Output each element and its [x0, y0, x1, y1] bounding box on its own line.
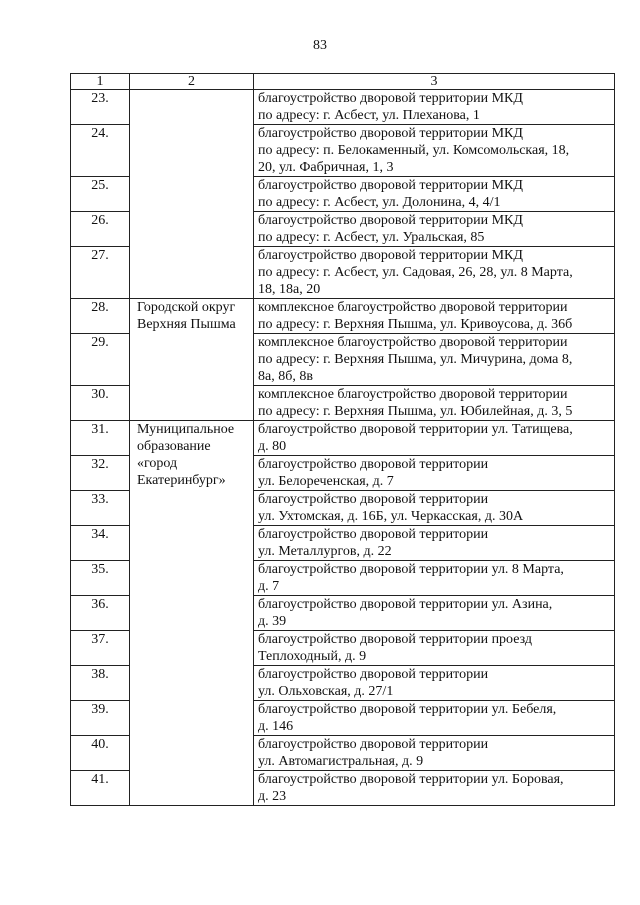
work-description [254, 561, 615, 596]
description-line: ул. Автомагистральная, д. 9 [258, 754, 424, 769]
row-number: 38. [71, 666, 130, 701]
municipality-cell: Муниципальное образование «город Екатеринбург» [130, 421, 254, 806]
description-line: благоустройство дворовой территории ул. Азина, [258, 597, 553, 612]
description-line: благоустройство дворовой территории ул. Татищева, [258, 422, 573, 437]
description-line: по адресу: г. Верхняя Пышма, ул. Мичурина, дома 8, [258, 352, 573, 367]
row-number: 30. [71, 386, 130, 421]
work-description [254, 212, 615, 247]
description-line: благоустройство дворовой территории [258, 457, 489, 472]
row-number: 35. [71, 561, 130, 596]
description-line: благоустройство дворовой территории МКД [258, 213, 523, 228]
header-col-1: 1 [71, 74, 130, 90]
table-row [71, 299, 615, 334]
row-number: 25. [71, 177, 130, 212]
work-description [254, 701, 615, 736]
description-line: благоустройство дворовой территории МКД [258, 126, 523, 141]
row-number: 39. [71, 701, 130, 736]
row-number: 23. [71, 90, 130, 125]
description-line: благоустройство дворовой территории [258, 667, 489, 682]
row-number: 31. [71, 421, 130, 456]
description-line: ул. Белореченская, д. 7 [258, 474, 394, 489]
work-description [254, 90, 615, 125]
work-description [254, 299, 615, 334]
description-line: ул. Ухтомская, д. 16Б, ул. Черкасская, д. 30А [258, 509, 524, 524]
description-line: по адресу: г. Асбест, ул. Долонина, 4, 4/1 [258, 195, 501, 210]
work-description [254, 334, 615, 386]
work-description [254, 631, 615, 666]
description-line: комплексное благоустройство дворовой территории [258, 300, 568, 315]
municipality-cell [130, 90, 254, 299]
row-number: 29. [71, 334, 130, 386]
row-number: 37. [71, 631, 130, 666]
description-line: д. 146 [258, 719, 294, 734]
description-line: благоустройство дворовой территории ул. Боровая, [258, 772, 564, 787]
description-line: по адресу: г. Асбест, ул. Плеханова, 1 [258, 108, 480, 123]
row-number: 40. [71, 736, 130, 771]
row-number: 32. [71, 456, 130, 491]
row-number: 36. [71, 596, 130, 631]
header-col-3: 3 [254, 74, 615, 90]
work-description [254, 491, 615, 526]
work-description [254, 526, 615, 561]
work-description [254, 456, 615, 491]
work-description [254, 421, 615, 456]
work-description [254, 125, 615, 177]
municipality-cell: Городской округ Верхняя Пышма [130, 299, 254, 421]
description-line: по адресу: г. Асбест, ул. Садовая, 26, 28, ул. 8 Марта, [258, 265, 573, 280]
description-line: д. 7 [258, 579, 280, 594]
row-number: 41. [71, 771, 130, 806]
description-line: д. 39 [258, 614, 287, 629]
description-line: д. 80 [258, 439, 287, 454]
description-line: благоустройство дворовой территории ул. Бебеля, [258, 702, 557, 717]
description-line: благоустройство дворовой территории [258, 737, 489, 752]
row-number: 27. [71, 247, 130, 299]
description-line: благоустройство дворовой территории проезд [258, 632, 533, 647]
work-description [254, 596, 615, 631]
row-number: 33. [71, 491, 130, 526]
work-description [254, 386, 615, 421]
table-header-row [71, 74, 615, 90]
work-description [254, 736, 615, 771]
description-line: д. 23 [258, 789, 287, 804]
description-line: ул. Ольховская, д. 27/1 [258, 684, 394, 699]
description-line: Теплоходный, д. 9 [258, 649, 367, 664]
work-description [254, 177, 615, 212]
work-description [254, 771, 615, 806]
description-line: благоустройство дворовой территории [258, 492, 489, 507]
description-line: благоустройство дворовой территории МКД [258, 91, 523, 106]
description-line: 18, 18а, 20 [258, 282, 321, 297]
work-description [254, 666, 615, 701]
description-line: благоустройство дворовой территории [258, 527, 489, 542]
row-number: 26. [71, 212, 130, 247]
page-number: 83 [313, 38, 327, 53]
description-line: комплексное благоустройство дворовой территории [258, 335, 568, 350]
row-number: 24. [71, 125, 130, 177]
description-line: 8а, 8б, 8в [258, 369, 313, 384]
description-line: 20, ул. Фабричная, 1, 3 [258, 160, 394, 175]
row-number: 34. [71, 526, 130, 561]
works-table [70, 73, 615, 806]
table-row [71, 421, 615, 456]
table-row [71, 90, 615, 125]
description-line: благоустройство дворовой территории МКД [258, 178, 523, 193]
description-line: ул. Металлургов, д. 22 [258, 544, 392, 559]
row-number: 28. [71, 299, 130, 334]
description-line: по адресу: г. Верхняя Пышма, ул. Кривоусова, д. 36б [258, 317, 573, 332]
description-line: по адресу: г. Асбест, ул. Уральская, 85 [258, 230, 485, 245]
header-col-2: 2 [130, 74, 254, 90]
description-line: благоустройство дворовой территории МКД [258, 248, 523, 263]
description-line: комплексное благоустройство дворовой территории [258, 387, 568, 402]
description-line: благоустройство дворовой территории ул. 8 Марта, [258, 562, 564, 577]
description-line: по адресу: п. Белокаменный, ул. Комсомольская, 18, [258, 143, 570, 158]
work-description [254, 247, 615, 299]
description-line: по адресу: г. Верхняя Пышма, ул. Юбилейная, д. 3, 5 [258, 404, 573, 419]
